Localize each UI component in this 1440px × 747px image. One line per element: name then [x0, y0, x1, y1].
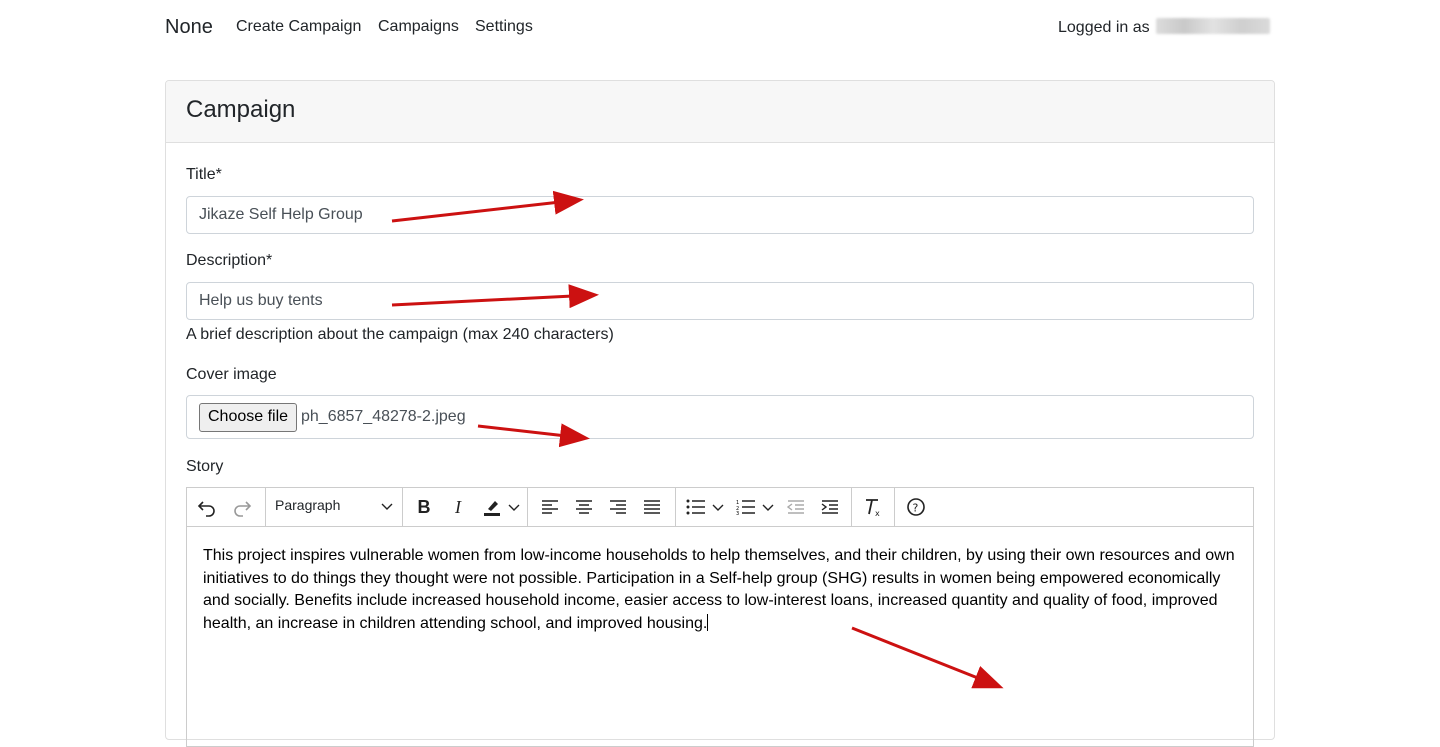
align-right-icon[interactable]	[606, 495, 630, 519]
svg-text:x: x	[875, 509, 880, 517]
bullet-list-icon[interactable]	[684, 495, 708, 519]
block-format-value: Paragraph	[275, 497, 341, 513]
help-icon[interactable]	[904, 495, 928, 519]
italic-icon[interactable]: I	[455, 496, 461, 517]
text-caret	[707, 614, 708, 631]
logged-in-status	[1058, 18, 1270, 37]
brand[interactable]: None	[165, 16, 213, 38]
clear-format-icon[interactable]	[861, 495, 885, 519]
highlight-icon[interactable]	[480, 495, 504, 519]
cover-image-label: Cover image	[186, 366, 277, 383]
numbered-list-chevron-icon[interactable]	[761, 495, 775, 519]
nav-campaigns[interactable]: Campaigns	[378, 18, 459, 35]
bold-icon[interactable]: B	[417, 496, 431, 517]
cover-image-input[interactable]	[186, 395, 1254, 439]
svg-text:?: ?	[912, 501, 919, 515]
svg-text:1: 1	[736, 500, 740, 506]
campaign-card	[165, 80, 1275, 740]
redo-icon[interactable]	[230, 495, 254, 519]
highlight-chevron-icon[interactable]	[507, 495, 521, 519]
title-input[interactable]: Jikaze Self Help Group	[186, 196, 1254, 234]
card-title: Campaign	[186, 96, 296, 123]
bullet-list-chevron-icon[interactable]	[711, 495, 725, 519]
description-label: Description*	[186, 252, 273, 269]
description-input[interactable]: Help us buy tents	[186, 282, 1254, 320]
nav-create-campaign[interactable]: Create Campaign	[236, 18, 362, 35]
card-header	[166, 81, 1274, 143]
undo-icon[interactable]	[195, 495, 219, 519]
editor-toolbar	[187, 488, 1253, 527]
choose-file-button[interactable]: Choose file	[199, 403, 297, 432]
svg-text:2: 2	[736, 506, 740, 512]
indent-icon[interactable]	[818, 495, 842, 519]
story-label: Story	[186, 458, 224, 475]
block-format-select[interactable]	[275, 497, 393, 519]
navbar	[0, 0, 1440, 56]
justify-icon[interactable]	[640, 495, 664, 519]
nav-settings[interactable]: Settings	[475, 18, 533, 35]
chevron-down-icon	[381, 499, 393, 515]
file-name: ph_6857_48278-2.jpeg	[301, 408, 466, 425]
svg-text:3: 3	[736, 511, 740, 515]
title-label: Title*	[186, 166, 222, 183]
align-center-icon[interactable]	[572, 495, 596, 519]
description-help: A brief description about the campaign (max 240 characters)	[186, 326, 614, 343]
story-text: This project inspires vulnerable women from low-income households to help themselves, and their children, by using their own resources and own initiatives to do things they thought were not possible. Participation in a Self-help group (SHG) results in women being empowered economically and socially. Benefits include increased household income, easier access to low-interest loans, increased quantity and quality of food, improved health, an increase in children attending school, and improved housing.	[203, 547, 1235, 632]
logged-in-label: Logged in as	[1058, 19, 1150, 36]
numbered-list-icon[interactable]	[734, 495, 758, 519]
align-left-icon[interactable]	[538, 495, 562, 519]
outdent-icon[interactable]	[784, 495, 808, 519]
story-editor	[186, 487, 1254, 747]
story-content[interactable]	[187, 527, 1253, 653]
redacted-username	[1156, 18, 1270, 34]
